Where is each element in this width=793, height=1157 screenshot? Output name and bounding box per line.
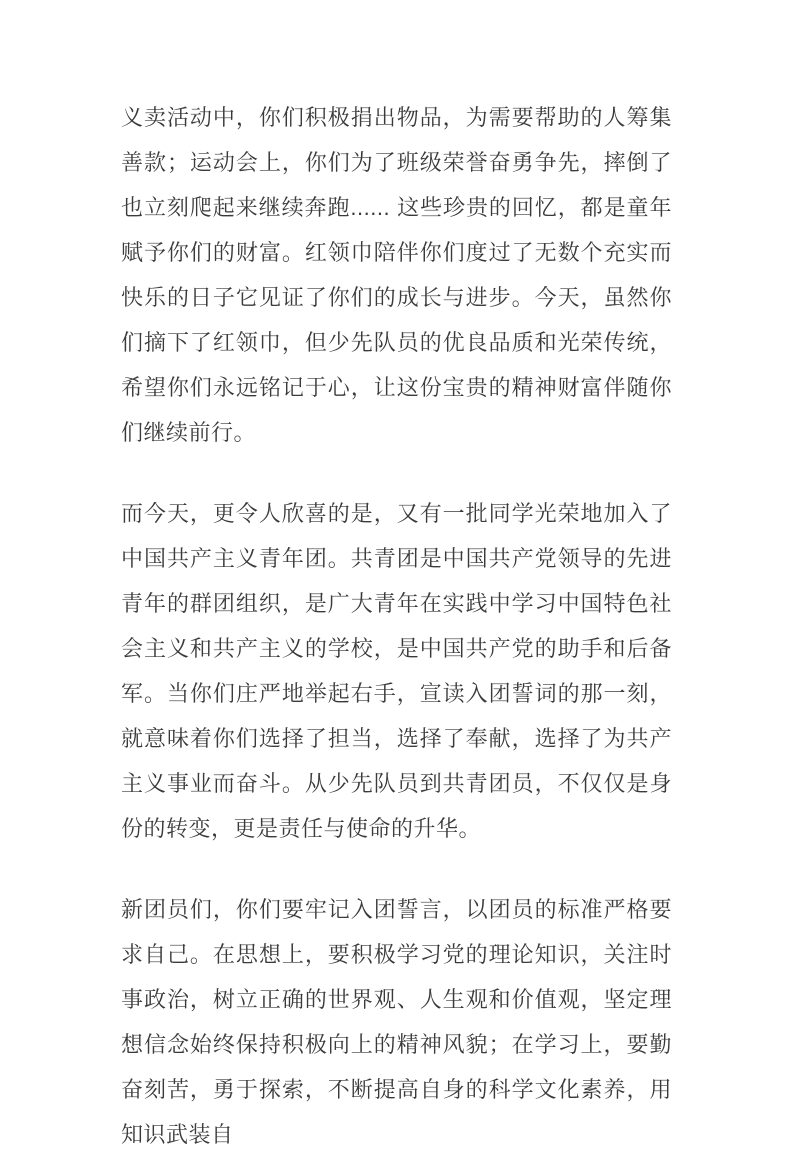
paragraph-red-scarf-memories: 义卖活动中，你们积极捐出物品，为需要帮助的人筹集善款；运动会上，你们为了班级荣誉奋勇争先，摔倒了也立刻爬起来继续奔跑...... 这些珍贵的回忆，都是童年赋予你们的财富。红领巾陪伴你们度过了无数个充实而快乐的日子它见证了你们的成长与进步。今天，虽然你们摘下了红领巾，但少先队员的优良品质和光荣传统，希望你们永远铭记于心，让这份宝贵的精神财富伴随你们继续前行。: [121, 105, 672, 445]
paragraph-new-member-expectations: 新团员们，你们要牢记入团誓言，以团员的标准严格要求自己。在思想上，要积极学习党的理论知识，关注时事政治，树立正确的世界观、人生观和价值观，坚定理想信念始终保持积极向上的精神风貌；在学习上，要勤奋刻苦，勇于探索，不断提高自身的科学文化素养，用知识武装自: [121, 897, 672, 1147]
paragraph-youth-league-joining: 而今天，更令人欣喜的是，又有一批同学光荣地加入了中国共产主义青年团。共青团是中国共产党领导的先进青年的群团组织，是广大青年在实践中学习中国特色社会主义和共产主义的学校，是中国共产党的助手和后备军。当你们庄严地举起右手，宣读入团誓词的那一刻，就意味着你们选择了担当，选择了奉献，选择了为共产主义事业而奋斗。从少先队员到共青团员，不仅仅是身份的转变，更是责任与使命的升华。: [121, 501, 672, 841]
